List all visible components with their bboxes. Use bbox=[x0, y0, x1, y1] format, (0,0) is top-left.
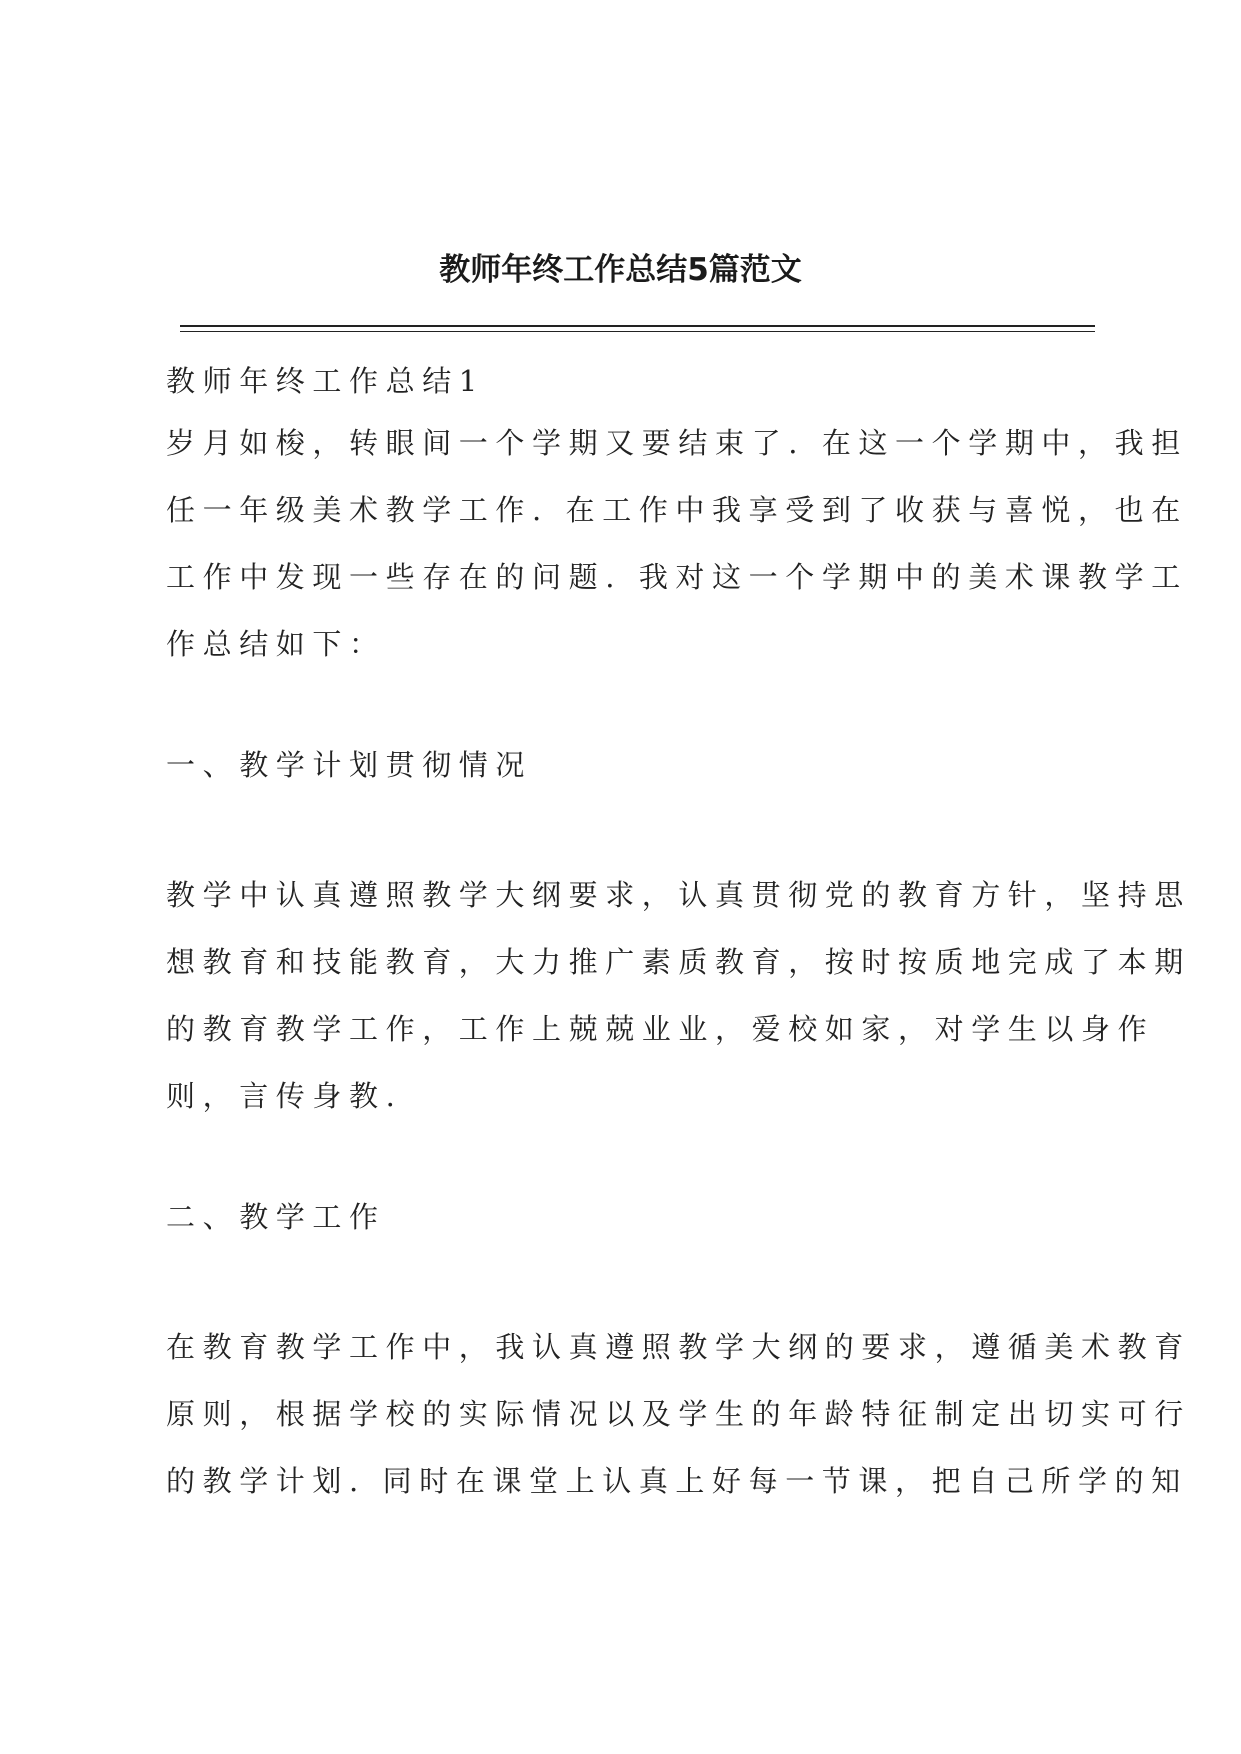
paragraph-line: 原则，根据学校的实际情况以及学生的年龄特征制定出切实可行 bbox=[166, 1397, 1191, 1431]
paragraph-line: 在教育教学工作中，我认真遵照教学大纲的要求，遵循美术教育 bbox=[166, 1330, 1191, 1364]
heading-text: 二、教学工作 bbox=[166, 1200, 386, 1234]
heading-text: 一、教学计划贯彻情况 bbox=[166, 748, 533, 782]
paragraph-line: 教学中认真遵照教学大纲要求，认真贯彻党的教育方针，坚持思 bbox=[166, 878, 1191, 912]
paragraph-teaching-plan bbox=[166, 862, 1191, 1130]
title-divider-thin bbox=[180, 331, 1095, 332]
subtitle-text: 教师年终工作总结1 bbox=[166, 364, 485, 398]
document-title: 教师年终工作总结5篇范文 bbox=[439, 252, 802, 288]
paragraph-intro bbox=[166, 410, 1188, 678]
paragraph-line: 工作中发现一些存在的问题. 我对这一个学期中的美术课教学工 bbox=[166, 560, 1188, 594]
paragraph-line: 任一年级美术教学工作. 在工作中我享受到了收获与喜悦，也在 bbox=[166, 493, 1188, 527]
paragraph-line: 的教学计划. 同时在课堂上认真上好每一节课，把自己所学的知 bbox=[166, 1464, 1188, 1498]
paragraph-line: 作总结如下： bbox=[166, 627, 386, 661]
paragraph-line: 则，言传身教. bbox=[166, 1079, 403, 1113]
section-heading-teaching-work bbox=[166, 1184, 1096, 1251]
paragraph-teaching-work bbox=[166, 1314, 1191, 1515]
paragraph-line: 的教育教学工作，工作上兢兢业业，爱校如家，对学生以身作 bbox=[166, 1012, 1155, 1046]
paragraph-line: 想教育和技能教育，大力推广素质教育，按时按质地完成了本期 bbox=[166, 945, 1191, 979]
paragraph-line: 岁月如梭，转眼间一个学期又要结束了. 在这一个学期中，我担 bbox=[166, 426, 1188, 460]
section-heading-teaching-plan bbox=[166, 732, 1096, 799]
section-subtitle bbox=[166, 348, 1096, 415]
title-divider-thick bbox=[180, 325, 1095, 327]
